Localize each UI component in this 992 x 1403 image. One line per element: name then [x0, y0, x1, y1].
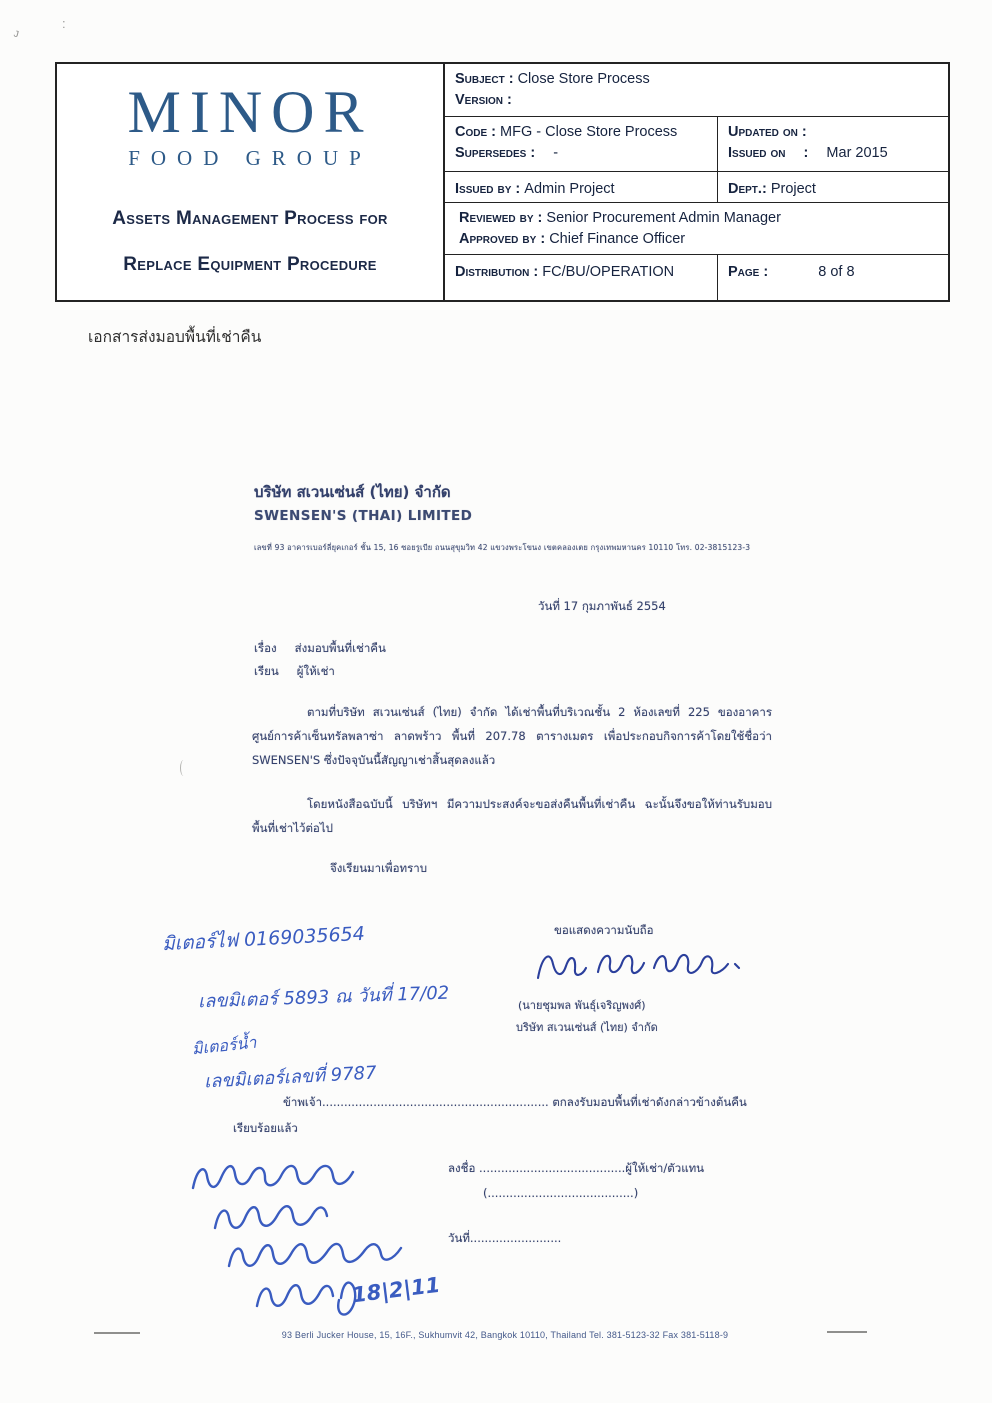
handwritten-electric-meter: มิเตอร์ไฟ 0169035654	[161, 922, 366, 956]
form-sign-line	[448, 1160, 704, 1178]
field-approved-by	[459, 229, 938, 250]
row-distribution-page	[445, 255, 948, 300]
field-supersedes	[455, 143, 707, 164]
cell-page	[717, 255, 948, 300]
version-label: Version :	[455, 92, 512, 108]
scan-artifact: ᴊ	[12, 25, 21, 41]
distribution-label: Distribution :	[455, 264, 539, 280]
form-acceptance-line	[283, 1094, 747, 1112]
letter-closing: จึงเรียนมาเพื่อทราบ	[330, 861, 428, 875]
reviewed-by-label: Reviewed by :	[459, 210, 543, 226]
header-table	[55, 62, 950, 302]
minor-logo-subtitle: FOOD GROUP	[128, 146, 372, 170]
form-acceptance-dotline: ..............................................................	[322, 1095, 549, 1109]
logo-cell	[57, 64, 443, 300]
dept-label: Dept.:	[728, 181, 767, 197]
subject-value: Close Store Process	[517, 71, 650, 87]
signer-signature-ink	[532, 942, 747, 992]
supersedes-label: Supersedes :	[455, 145, 536, 161]
updated-on-label: Updated on :	[728, 124, 807, 140]
field-reviewed-by	[459, 208, 938, 229]
letter-company-name-en: SWENSEN'S (THAI) LIMITED	[254, 508, 473, 524]
issued-on-colon: :	[803, 145, 809, 161]
cell-issued-by	[445, 172, 717, 202]
row-reviewed-approved	[445, 203, 948, 255]
code-value: MFG - Close Store Process	[500, 124, 678, 140]
form-date-dotline: .........................	[469, 1231, 562, 1245]
scan-artifact-line	[94, 1332, 140, 1334]
reviewed-by-value: Senior Procurement Admin Manager	[546, 210, 781, 226]
row-subject-version	[445, 64, 948, 117]
document-title-line1: Assets Management Process for	[112, 208, 388, 229]
handwritten-scrawl-ink	[185, 1148, 485, 1333]
header-fields	[443, 64, 948, 300]
dept-value: Project	[770, 181, 816, 197]
letter-subject-label: เรื่อง	[254, 641, 277, 655]
handwritten-electric-meter-reading: เลขมิเตอร์ 5893 ณ วันที่ 17/02	[197, 982, 450, 1013]
approved-by-value: Chief Finance Officer	[549, 231, 686, 247]
cell-updated-issued	[717, 117, 948, 171]
page-value: 8 of 8	[818, 264, 855, 280]
field-version	[455, 90, 938, 111]
row-code-updated	[445, 117, 948, 172]
letter-date: วันที่ 17 กุมภาพันธ์ 2554	[538, 599, 666, 613]
page-heading: เอกสารส่งมอบพื้นที่เช่าคืน	[88, 328, 262, 346]
supersedes-value: -	[553, 145, 559, 161]
form-sign-dotline: ........................................	[479, 1161, 626, 1175]
cell-code-supersedes	[445, 117, 717, 171]
field-updated-on	[728, 122, 938, 143]
letter-paragraph-2: โดยหนังสือฉบับนี้ บริษัทฯ มีความประสงค์จะขอส่งคืนพื้นที่เช่าคืน ฉะนั้นจึงขอให้ท่านรับมอบพื้นที่เช่าไว้ต่อไป	[252, 797, 772, 835]
code-label: Code :	[455, 124, 496, 140]
issued-on-label: Issued on	[728, 145, 786, 161]
page-label: Page :	[728, 264, 769, 280]
form-acceptance-prefix: ข้าพเจ้า	[283, 1095, 323, 1109]
document-title-line2: Replace Equipment Procedure	[123, 254, 377, 275]
minor-logo: MINOR	[127, 79, 373, 145]
approved-by-label: Approved by :	[459, 231, 546, 247]
letter-to-line	[254, 663, 335, 681]
scan-artifact-line	[827, 1331, 867, 1333]
cell-distribution	[445, 255, 717, 300]
letter-company-name-th: บริษัท สเวนเซ่นส์ (ไทย) จำกัด	[254, 483, 451, 501]
field-subject	[455, 69, 938, 90]
field-code	[455, 122, 707, 143]
form-date-label: วันที่	[448, 1231, 470, 1245]
signer-company: บริษัท สเวนเซ่นส์ (ไทย) จำกัด	[516, 1021, 658, 1034]
field-issued-on	[728, 143, 938, 164]
form-sign-suffix: ผู้ให้เช่า/ตัวแทน	[625, 1161, 705, 1175]
row-issuedby-dept	[445, 172, 948, 203]
subject-label: Subject :	[455, 71, 514, 87]
letter-to-value: ผู้ให้เช่า	[296, 664, 335, 678]
field-page	[728, 260, 938, 284]
issued-on-value: Mar 2015	[826, 145, 888, 161]
field-issued-by	[455, 177, 707, 201]
form-acceptance-suffix: ตกลงรับมอบพื้นที่เช่าดังกล่าวข้างต้นคืน	[548, 1095, 747, 1109]
letter-to-label: เรียน	[254, 664, 279, 678]
form-acceptance-line2: เรียบร้อยแล้ว	[233, 1121, 298, 1135]
scan-artifact	[180, 760, 187, 776]
letter-paragraph-1: ตามที่บริษัท สเวนเซ่นส์ (ไทย) จำกัด ได้เช่าพื้นที่บริเวณชั้น 2 ห้องเลขที่ 225 ของอาคารศูนย์การค้าเซ็นทรัลพลาซ่า ลาดพร้าว พื้นที่ 207.78 ตารางเมตร เพื่อประกอบกิจการค้าโดยใช้ชื่อว่า SWENSEN'S ซึ่งปัจจุบันนี้สัญญาเช่าสิ้นสุดลงแล้ว	[252, 705, 772, 767]
field-dept	[728, 177, 938, 201]
form-sign-label: ลงชื่อ	[448, 1161, 480, 1175]
handwritten-water-meter: มิเตอร์น้ำ	[191, 1032, 258, 1059]
letter-regards: ขอแสดงความนับถือ	[554, 923, 654, 937]
form-sign-name-line: (........................................)	[483, 1186, 639, 1200]
footer-address: 93 Berli Jucker House, 15, 16F., Sukhumvit 42, Bangkok 10110, Thailand Tel. 381-5123-32 Fax 381-5118-9	[281, 1330, 729, 1340]
scan-artifact: :	[62, 16, 66, 31]
issued-by-value: Admin Project	[524, 181, 615, 197]
issued-by-label: Issued by :	[455, 181, 521, 197]
field-distribution	[455, 260, 707, 284]
distribution-value: FC/BU/OPERATION	[542, 264, 675, 280]
cell-dept	[717, 172, 948, 202]
signer-name: (นายชุมพล พันธุ์เจริญพงศ์)	[518, 999, 646, 1012]
handwritten-scrawl-date: 18|2|11	[350, 1272, 442, 1308]
letter-company-address: เลขที่ 93 อาคารเบอร์ลี่ยุคเกอร์ ชั้น 15, 16 ซอยรูเบีย ถนนสุขุมวิท 42 แขวงพระโขนง เขตคลองเตย กรุงเทพมหานคร 10110 โทร. 02-3815123-3	[254, 543, 751, 552]
letter-subject-value: ส่งมอบพื้นที่เช่าคืน	[294, 641, 386, 655]
handwritten-water-meter-number: เลขมิเตอร์เลขที่ 9787	[203, 1062, 378, 1093]
letter-subject-line	[254, 640, 386, 658]
